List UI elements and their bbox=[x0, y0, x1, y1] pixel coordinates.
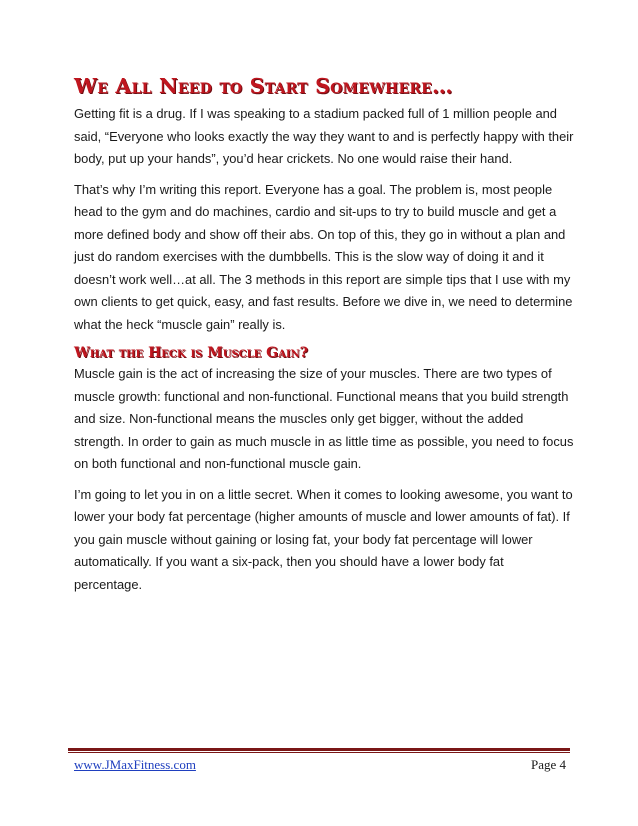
page-number: Page 4 bbox=[530, 757, 566, 772]
paragraph-muscle-gain: Muscle gain is the act of increasing the size of your muscles. There are two types of muscle growth: functional and non-functional. Functional means that you build strength and size. Non-functional means the muscles only get bigger, without the added strength. In order to gain as much muscle in as little time as possible, you need to focus on both functional and non-functional muscle gain. bbox=[74, 366, 574, 471]
paragraph-body-fat: I’m going to let you in on a little secret. When it comes to looking awesome, you want to lower your body fat percentage (higher amounts of muscle and lower amounts of fat). If you gain muscle without gaining or losing fat, your body fat percentage will lower automatically. If you want a six-pack, then you should have a lower body fat percentage. bbox=[74, 486, 573, 592]
footer-divider bbox=[68, 748, 570, 751]
sub-heading: What the Heck is Muscle Gain? bbox=[74, 345, 308, 361]
main-heading: We All Need to Start Somewhere… bbox=[74, 74, 453, 98]
paragraph-report-purpose: That’s why I’m writing this report. Everyone has a goal. The problem is, most people head to the gym and do machines, cardio and sit-ups to try to build muscle and get a more defined body and show off their abs. On top of this, they go in without a plan and just do random exercises with the dumbbells. This is the slow way of doing it and it doesn’t work well…at all. The 3 methods in this report are simple tips that I use with my own clients to get quick, easy, and fast results. Before we dive in, we need to determine what the heck “muscle gain” really is. bbox=[74, 181, 573, 332]
page-content bbox=[74, 74, 574, 604]
footer-divider-thin bbox=[68, 752, 570, 753]
paragraph-intro: Getting fit is a drug. If I was speaking to a stadium packed full of 1 million people and said, “Everyone who looks exactly the way they want to and is perfectly happy with their body, put up your hands”, you’d hear crickets. No one would raise their hand. bbox=[74, 106, 574, 166]
footer-website-link[interactable]: www.JMaxFitness.com bbox=[74, 757, 196, 772]
